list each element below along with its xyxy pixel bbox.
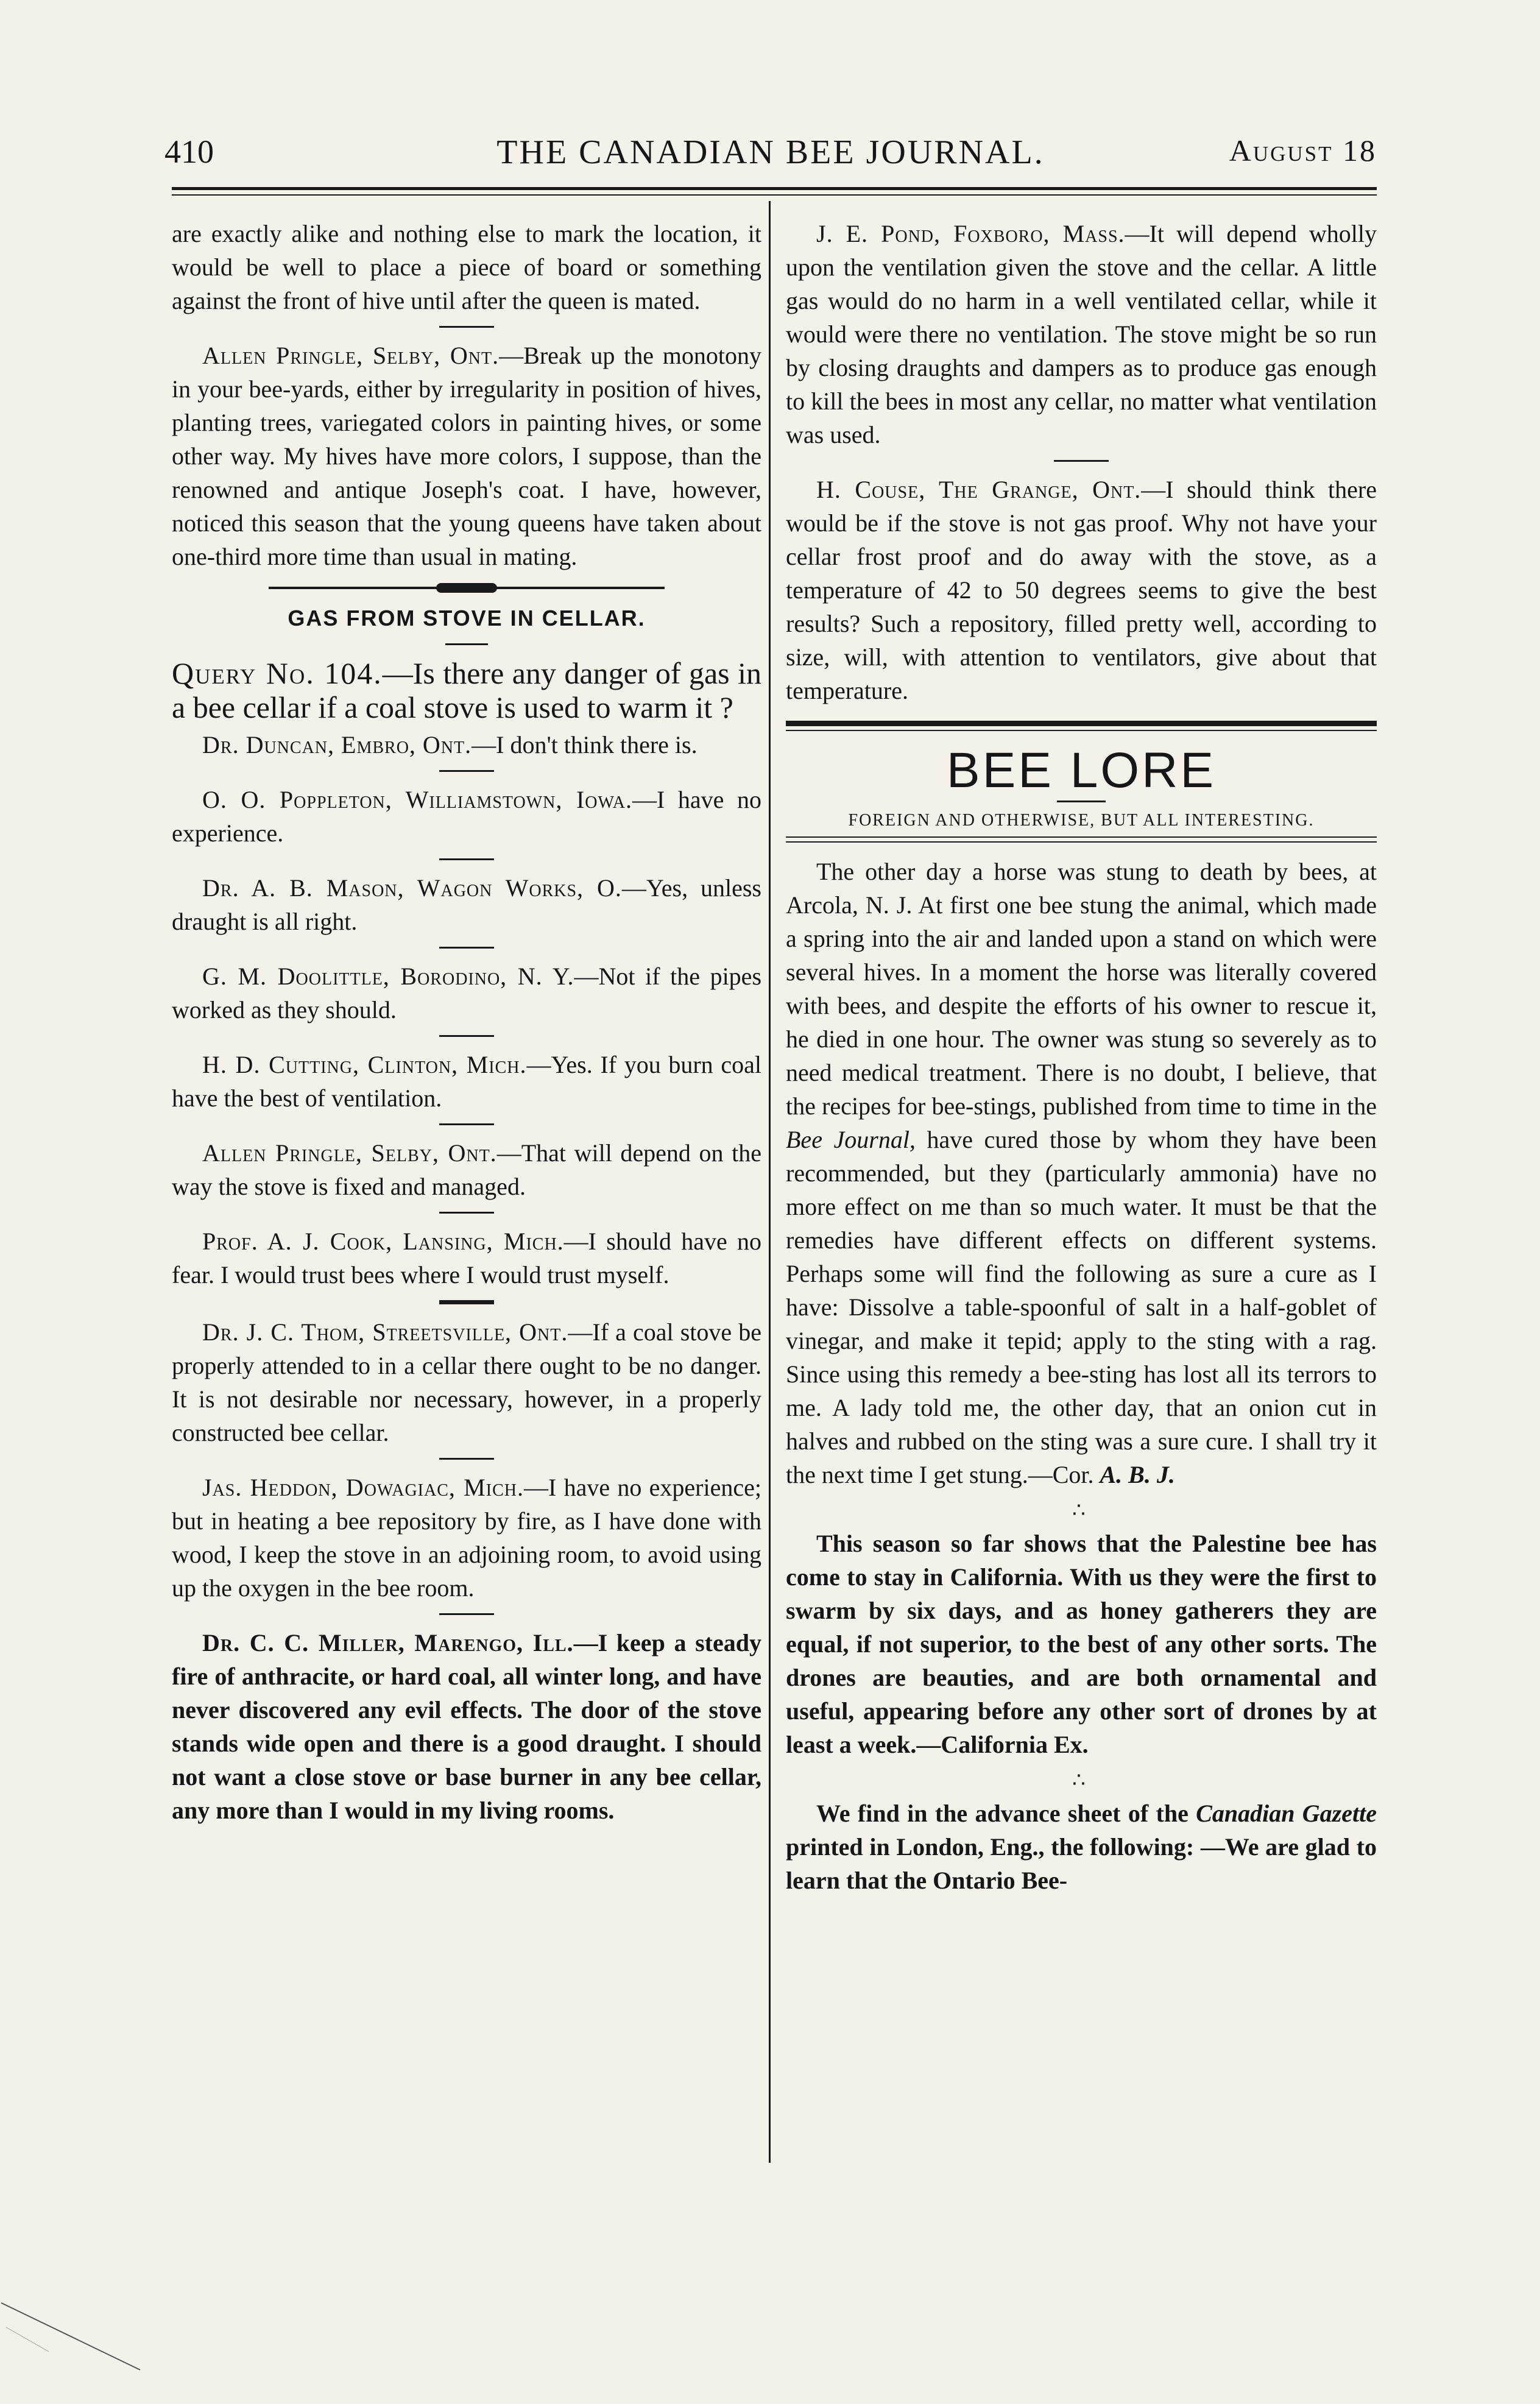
answer-author: H. D. Cutting, Clinton, Mich. xyxy=(202,1051,527,1078)
answer-paragraph xyxy=(172,871,761,938)
query-label: Query No. 104. xyxy=(172,656,383,690)
left-column xyxy=(172,217,761,1827)
answer-text: —Not if the pipes worked as they should. xyxy=(172,963,762,1023)
subtitle-rule xyxy=(786,841,1377,843)
answer-paragraph xyxy=(172,1136,761,1203)
answer-text: —Break up the monotony in your bee-yards, either by irregularity in position of hives, planting trees, variegated colors in painting hives, or some other way. My hives have more colors, I suppose, than the renowned and antique Joseph's coat. I have, however, noticed this season that the young queens have taken about one-third more time than usual in mating. xyxy=(172,342,762,570)
answer-author: Dr. J. C. Thom, Streetsville, Ont. xyxy=(202,1318,568,1346)
separator xyxy=(439,1035,494,1037)
section-rule-heavy xyxy=(786,721,1377,726)
subtitle-rule xyxy=(786,836,1377,838)
separator xyxy=(439,858,494,860)
bee-lore-subtitle: FOREIGN AND OTHERWISE, BUT ALL INTERESTING. xyxy=(848,811,1315,830)
answer-text: —I should think there would be if the stove is not gas proof. Why not have your cellar frost proof and do away with the stove, as a temperature of 42 to 50 degrees seems to give the best results? Such a repository, filled pretty well, according to size, will, with attention to ventilators, give about that temperature. xyxy=(786,476,1377,704)
answer-paragraph xyxy=(172,1225,761,1292)
query-text: —Is there any danger of gas in a bee cellar if a coal stove is used to warm it ? xyxy=(172,656,761,724)
answer-text: —Yes, unless draught is all right. xyxy=(172,874,761,935)
lore-paragraph xyxy=(786,1797,1377,1897)
separator xyxy=(439,1123,494,1125)
answer-paragraph xyxy=(172,1315,761,1449)
answer-text: —Yes. If you burn coal have the best of ventilation. xyxy=(172,1051,761,1112)
answer-paragraph xyxy=(786,217,1377,451)
answer-author: Jas. Heddon, Dowagiac, Mich. xyxy=(202,1474,524,1501)
answer-author: Dr. Duncan, Embro, Ont. xyxy=(202,731,472,758)
header-rule-thin xyxy=(172,194,1377,196)
separator xyxy=(445,643,488,645)
issue-date: August 18 xyxy=(1229,133,1377,168)
answer-paragraph xyxy=(172,1626,761,1827)
page-number: 410 xyxy=(164,133,214,170)
separator xyxy=(439,1212,494,1214)
lore-text: printed in London, Eng., the following: —We are glad to learn that the Ontario Bee- xyxy=(786,1833,1377,1894)
scan-artifact-line xyxy=(6,2327,49,2352)
answer-paragraph xyxy=(172,960,761,1027)
lore-paragraph: This season so far shows that the Palestine bee has come to stay in California. With us they were the first to swarm by six days, and as honey gatherers they are equal, if not superior, to the best of any other sorts. The drones are beauties, and are both ornamental and useful, appearing before any other sort of drones by at least a week.—California Ex. xyxy=(786,1530,1377,1758)
answer-author: G. M. Doolittle, Borodino, N. Y. xyxy=(202,963,574,990)
lore-source: A. B. J. xyxy=(1100,1461,1175,1488)
ornamental-divider xyxy=(269,587,665,589)
asterism: ∴ xyxy=(1072,1769,1090,1792)
answer-paragraph xyxy=(172,339,761,573)
asterism: ∴ xyxy=(1072,1499,1090,1522)
answer-text: —That will depend on the way the stove is fixed and managed. xyxy=(172,1139,762,1200)
answer-paragraph xyxy=(786,473,1377,707)
journal-title: THE CANADIAN BEE JOURNAL. xyxy=(496,133,1045,171)
page-corner-mark xyxy=(0,2291,146,2404)
answer-author: Dr. A. B. Mason, Wagon Works, O. xyxy=(202,874,622,902)
answer-text: —It will depend wholly upon the ventilation given the stove and the cellar. A little gas would do no harm in a well ventilated cellar, while it would were there no ventilation. The stove might be so run by closing draughts and dampers as to produce gas enough to kill the bees in most any cellar, no matter what ventilation was used. xyxy=(786,220,1377,448)
answer-text: —I keep a steady fire of anthracite, or hard coal, all winter long, and have never discovered any evil effects. The door of the stove stands wide open and there is a good draught. I should not want a close stove or base burner in any bee cellar, any more than I would in my living rooms. xyxy=(172,1629,761,1824)
answer-paragraph xyxy=(172,783,761,850)
query-paragraph xyxy=(172,656,761,724)
continuation-paragraph: are exactly alike and nothing else to mark the location, it would be well to place a piece of board or something against the front of hive until after the queen is mated. xyxy=(172,220,761,314)
answer-author: Dr. C. C. Miller, Marengo, Ill. xyxy=(202,1629,574,1656)
separator xyxy=(1054,460,1109,462)
lore-text: The other day a horse was stung to death by bees, at Arcola, N. J. At first one bee stung the animal, which made a spring into the air and landed upon a stand on which were several hives. In a moment the horse was literally covered with bees, and despite the efforts of his owner to rescue it, he died in one hour. The owner was stung so severely as to need medical treatment. There is no doubt, I believe, that the recipes for bee-stings, published from time to time in the xyxy=(786,858,1377,1120)
lore-text: We find in the advance sheet of the xyxy=(816,1800,1189,1827)
separator xyxy=(439,1613,494,1615)
separator xyxy=(439,947,494,949)
answer-paragraph xyxy=(172,728,761,762)
answer-text: —If a coal stove be properly attended to in a cellar there ought to be no danger. It is not desirable nor necessary, however, in a properly constructed bee cellar. xyxy=(172,1318,762,1446)
separator xyxy=(439,770,494,772)
lore-text: have cured those by whom they have been recommended, but they (particularly ammonia) have no more effect on me than so much water. It must be that the remedies have different effects on different systems. Perhaps some will find the following as sure a cure as I have: Dissolve a table-spoonful of salt in a half-goblet of vinegar, and make it tepid; apply to the sting with a rag. Since using this remedy a bee-sting has lost all its terrors to me. A lady told me, the other day, that an onion cut in halves and rubbed on the sting was a sure cure. I shall try it the next time I get stung.—Cor. xyxy=(786,1126,1377,1488)
answer-text: —I have no experience; but in heating a bee repository by fire, as I have done with wood, I keep the stove in an adjoining room, to avoid using up the oxygen in the bee room. xyxy=(172,1474,761,1602)
answer-author: Allen Pringle, Selby, Ont. xyxy=(202,342,500,369)
separator xyxy=(439,1300,494,1304)
answer-author: H. Couse, The Grange, Ont. xyxy=(816,476,1142,503)
header-rule-thick xyxy=(172,187,1377,190)
answer-author: Prof. A. J. Cook, Lansing, Mich. xyxy=(202,1228,564,1255)
answer-paragraph xyxy=(172,1471,761,1605)
answer-paragraph xyxy=(172,1048,761,1115)
separator xyxy=(1057,801,1106,802)
separator xyxy=(439,326,494,328)
section-rule-thin xyxy=(786,730,1377,731)
right-column xyxy=(786,217,1377,1897)
answer-text: —I should have no fear. I would trust bees where I would trust myself. xyxy=(172,1228,761,1289)
answer-author: J. E. Pond, Foxboro, Mass. xyxy=(816,220,1125,247)
lore-paragraph xyxy=(786,855,1377,1491)
lore-italic: Canadian Gazette xyxy=(1196,1800,1377,1827)
lore-italic: Bee Journal, xyxy=(786,1126,916,1153)
bee-lore-title: BEE LORE xyxy=(946,743,1217,798)
separator xyxy=(439,1458,494,1460)
column-divider xyxy=(769,201,771,2163)
answer-text: —I have no experience. xyxy=(172,786,761,847)
section-heading: GAS FROM STOVE IN CELLAR. xyxy=(288,606,646,631)
answer-text: —I don't think there is. xyxy=(472,731,698,758)
page-header xyxy=(164,133,1377,175)
answer-author: O. O. Poppleton, Williamstown, Iowa. xyxy=(202,786,633,813)
answer-author: Allen Pringle, Selby, Ont. xyxy=(202,1139,497,1167)
